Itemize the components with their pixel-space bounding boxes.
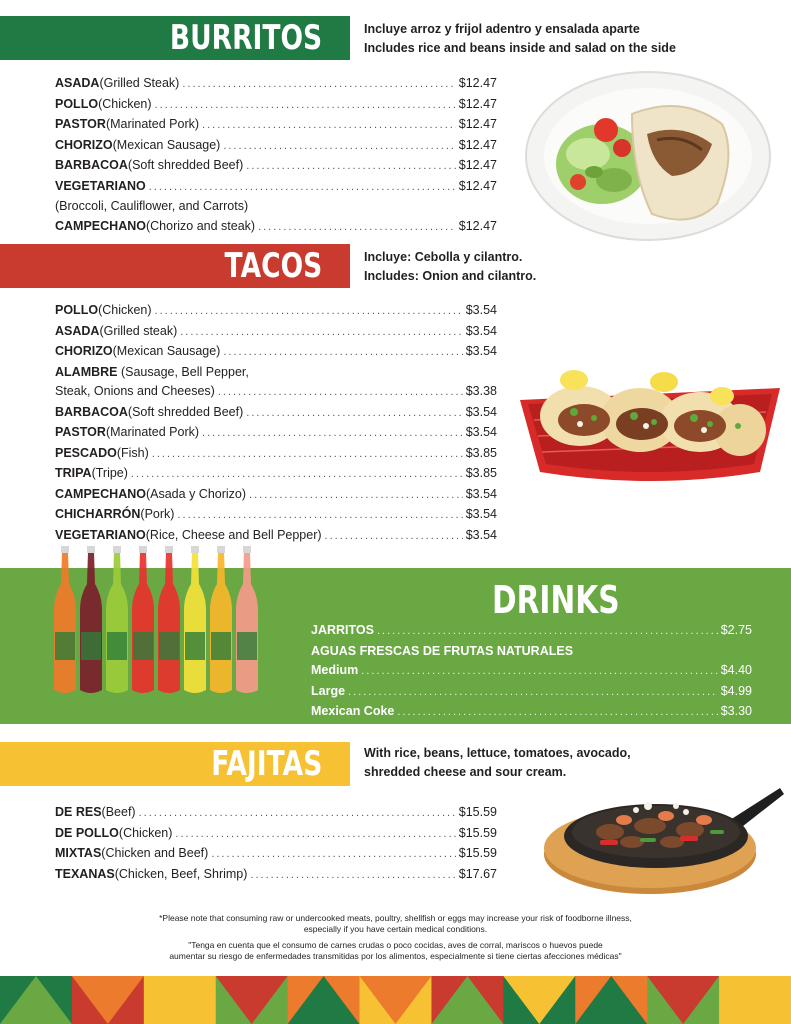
menu-item: PASTOR (Marinated Pork) ..... $12.47 [55,115,497,136]
fajitas-skillet-image [540,780,784,900]
bottle-label [55,632,75,660]
jarritos-bottles-image [48,540,264,698]
menu-item: DE RES (Beef) ..... $15.59 [55,803,497,824]
footer-es-line-2: aumentar su riesgo de enfermedades transmitidas por los alimentos, especialmente si tiene ciertas afecciones médicas" [169,951,622,961]
burritos-banner [0,16,350,60]
menu-item: PASTOR (Marinated Pork) ..... $3.54 [55,423,497,444]
tacos-note [364,248,536,286]
burritos-title: BURRITOS [169,18,322,58]
burrito-plate-image [522,64,774,244]
menu-item: Large ..... $4.99 [311,682,752,703]
fajitas-banner [0,742,350,786]
menu-item: PESCADO (Fish) ..... $3.85 [55,444,497,465]
bottle-label [133,632,153,660]
jarritos-bottle [80,552,102,693]
fajitas-note [364,744,631,782]
tacos-note-es: Incluye: Cebolla y cilantro. [364,250,523,264]
bottle-cap [113,546,121,553]
burritos-note-es: Incluye arroz y frijol adentro y ensalada aparte [364,22,640,36]
bottle-cap [165,546,173,553]
tacos-title: TACOS [224,246,322,286]
menu-item: VEGETARIANO (Rice, Cheese and Bell Pepper) ..... $3.54 [55,526,497,547]
bottle-cap [61,546,69,553]
drinks-list [311,621,752,723]
jarritos-bottle [132,552,154,693]
menu-item: CAMPECHANO (Chorizo and steak) ..... $12.47 [55,217,497,238]
menu-item: Medium ..... $4.40 [311,661,752,682]
tacos-note-en: Includes: Onion and cilantro. [364,269,537,283]
burritos-note [364,20,676,58]
bottle-label [185,632,205,660]
fajitas-title: FAJITAS [211,744,322,784]
menu-item: MIXTAS (Chicken and Beef) ..... $15.59 [55,844,497,865]
bottle-cap [87,546,95,553]
footer-en-line-2: especially if you have certain medical conditions. [303,924,488,934]
footer-disclaimer-en [0,913,791,935]
jarritos-bottle [54,552,76,693]
fajitas-note-line-2: shredded cheese and sour cream. [364,765,567,779]
footer-disclaimer-es [0,940,791,962]
drinks-title: DRINKS [492,578,620,622]
burritos-list [55,74,497,237]
footer-es-line-1: "Tenga en cuenta que el consumo de carnes crudas o poco cocidas, aves de corral, mariscos o huevos puede [188,940,603,950]
menu-item: JARRITOS ..... $2.75 [311,621,752,642]
alambre-line-1: ALAMBRE (Sausage, Bell Pepper, [55,364,249,379]
jarritos-bottle [106,552,128,693]
menu-item: CAMPECHANO (Asada y Chorizo) ..... $3.54 [55,485,497,506]
footer-en-line-1: *Please note that consuming raw or undercooked meats, poultry, shellfish or eggs may increase your risk of foodborne illness, [159,913,632,923]
bottle-label [107,632,127,660]
bottle-cap [243,546,251,553]
menu-item: ASADA (Grilled steak) ..... $3.54 [55,322,497,343]
aguas-frescas-label: AGUAS FRESCAS DE FRUTAS NATURALES [311,643,574,658]
fajitas-list [55,803,497,885]
vegetariano-description: (Broccoli, Cauliflower, and Carrots) [55,199,249,213]
menu-item: POLLO (Chicken) ..... $12.47 [55,95,497,116]
bottle-cap [217,546,225,553]
burritos-note-en: Includes rice and beans inside and salad on the side [364,41,676,55]
menu-item: Steak, Onions and Cheeses) ..... $3.38 [55,382,497,403]
bottle-label [237,632,257,660]
menu-item: BARBACOA (Soft shredded Beef) ..... $3.54 [55,403,497,424]
menu-item: TRIPA (Tripe) ..... $3.85 [55,464,497,485]
menu-item: BARBACOA (Soft shredded Beef) ..... $12.47 [55,156,497,177]
tacos-banner [0,244,350,288]
tacos-basket-image [514,360,786,490]
jarritos-bottle [210,552,232,693]
jarritos-bottle [184,552,206,693]
menu-item: ASADA (Grilled Steak) ..... $12.47 [55,74,497,95]
bottle-cap [139,546,147,553]
menu-item: TEXANAS (Chicken, Beef, Shrimp) ..... $17.67 [55,865,497,886]
decorative-triangle-band [0,976,791,1024]
menu-item: Mexican Coke ..... $3.30 [311,702,752,723]
menu-item: VEGETARIANO ..... $12.47 [55,177,497,198]
fajitas-note-line-1: With rice, beans, lettuce, tomatoes, avocado, [364,746,631,760]
bottle-label [81,632,101,660]
bottle-cap [191,546,199,553]
menu-item: CHORIZO (Mexican Sausage) ..... $3.54 [55,342,497,363]
menu-item: CHICHARRÓN (Pork) ..... $3.54 [55,505,497,526]
menu-item: DE POLLO (Chicken) ..... $15.59 [55,824,497,845]
tacos-list [55,301,497,546]
jarritos-bottle [158,552,180,693]
jarritos-bottle [236,552,258,693]
bottle-label [159,632,179,660]
bottle-label [211,632,231,660]
menu-item: CHORIZO (Mexican Sausage) ..... $12.47 [55,136,497,157]
menu-item: POLLO (Chicken) ..... $3.54 [55,301,497,322]
